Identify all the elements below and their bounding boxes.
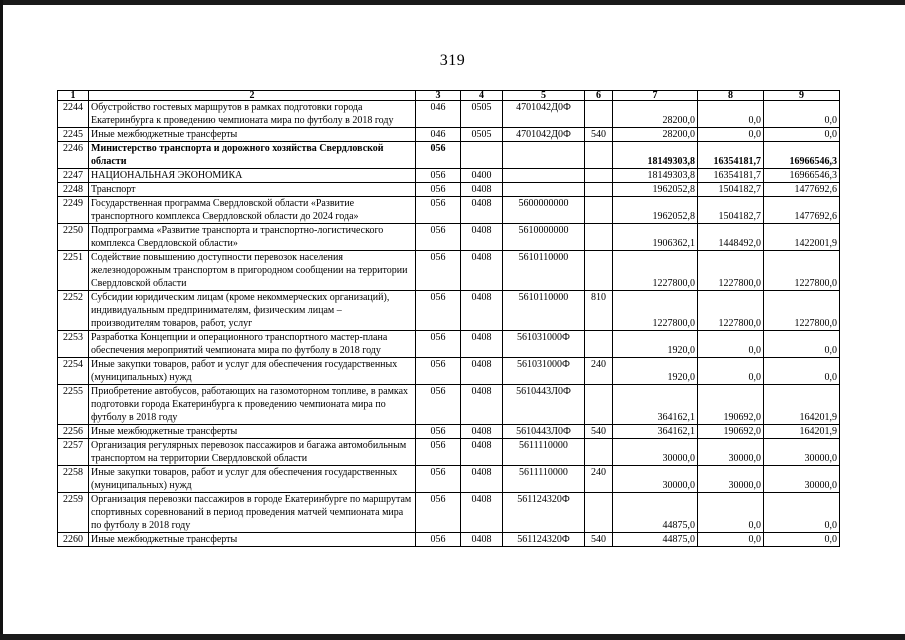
amount-2019-cell: 0,0 — [698, 533, 764, 547]
amount-2019-cell: 16354181,7 — [698, 169, 764, 183]
amount-2018-cell: 1962052,8 — [613, 183, 698, 197]
table-row — [58, 183, 840, 197]
table-row — [58, 197, 840, 224]
target-article-cell: 5610110000 — [503, 251, 585, 291]
ministry-code-cell: 046 — [416, 101, 461, 128]
ministry-code-cell: 056 — [416, 142, 461, 169]
target-article-cell: 561124320Ф — [503, 533, 585, 547]
amount-2018-cell: 364162,1 — [613, 385, 698, 425]
ministry-code-cell: 056 — [416, 493, 461, 533]
row-number-cell: 2248 — [58, 183, 89, 197]
target-article-cell: 5610443Л0Ф — [503, 385, 585, 425]
ministry-code-cell: 056 — [416, 197, 461, 224]
table-row — [58, 291, 840, 331]
row-number-cell: 2252 — [58, 291, 89, 331]
expense-type-cell: 810 — [585, 291, 613, 331]
table-row — [58, 466, 840, 493]
row-number-cell: 2254 — [58, 358, 89, 385]
amount-2019-cell: 190692,0 — [698, 425, 764, 439]
amount-2020-cell: 164201,9 — [764, 385, 840, 425]
row-name-cell: Приобретение автобусов, работающих на газомоторном топливе, в рамках подготовки города Екатеринбурга к проведению чемпионата мира по футболу в 2018 году — [89, 385, 416, 425]
ministry-code-cell: 056 — [416, 224, 461, 251]
row-name-cell: Иные закупки товаров, работ и услуг для обеспечения государственных (муниципальных) нужд — [89, 358, 416, 385]
table-row — [58, 251, 840, 291]
section-code-cell: 0505 — [461, 128, 503, 142]
ministry-code-cell: 056 — [416, 533, 461, 547]
table-body — [58, 101, 840, 547]
section-code-cell: 0408 — [461, 439, 503, 466]
expense-type-cell — [585, 385, 613, 425]
amount-2019-cell: 1227800,0 — [698, 291, 764, 331]
page-number: 319 — [439, 52, 466, 69]
expense-type-cell — [585, 142, 613, 169]
table-row — [58, 439, 840, 466]
table-row — [58, 169, 840, 183]
row-number-cell: 2244 — [58, 101, 89, 128]
section-code-cell: 0408 — [461, 466, 503, 493]
expense-type-cell: 540 — [585, 425, 613, 439]
target-article-cell — [503, 183, 585, 197]
row-number-cell: 2259 — [58, 493, 89, 533]
target-article-cell: 5610110000 — [503, 291, 585, 331]
row-number-cell: 2251 — [58, 251, 89, 291]
section-code-cell — [461, 142, 503, 169]
amount-2019-cell: 1448492,0 — [698, 224, 764, 251]
header-row — [58, 91, 840, 101]
section-code-cell: 0408 — [461, 425, 503, 439]
table-row — [58, 142, 840, 169]
amount-2020-cell: 1227800,0 — [764, 291, 840, 331]
amount-2018-cell: 30000,0 — [613, 439, 698, 466]
amount-2020-cell: 0,0 — [764, 493, 840, 533]
section-code-cell: 0408 — [461, 197, 503, 224]
scan-edge-top — [0, 0, 905, 5]
row-number-cell: 2246 — [58, 142, 89, 169]
expense-type-cell — [585, 331, 613, 358]
ministry-code-cell: 056 — [416, 439, 461, 466]
amount-2018-cell: 1906362,1 — [613, 224, 698, 251]
table-row — [58, 493, 840, 533]
section-code-cell: 0408 — [461, 358, 503, 385]
table-row — [58, 331, 840, 358]
header-cell: 3 — [416, 91, 461, 101]
row-name-cell: Разработка Концепции и операционного транспортного мастер-плана обеспечения мероприятий чемпионата мира по футболу в 2018 году — [89, 331, 416, 358]
amount-2020-cell: 0,0 — [764, 358, 840, 385]
row-name-cell: Подпрограмма «Развитие транспорта и транспортно-логистического комплекса Свердловской области» — [89, 224, 416, 251]
expense-type-cell — [585, 197, 613, 224]
ministry-code-cell: 056 — [416, 385, 461, 425]
section-code-cell: 0400 — [461, 169, 503, 183]
expense-type-cell — [585, 183, 613, 197]
row-name-cell: Транспорт — [89, 183, 416, 197]
row-name-cell: Содействие повышению доступности перевозок населения железнодорожным транспортом в пригородном сообщении на территории Свердловской области — [89, 251, 416, 291]
amount-2018-cell: 18149303,8 — [613, 169, 698, 183]
amount-2019-cell: 0,0 — [698, 101, 764, 128]
amount-2020-cell: 0,0 — [764, 101, 840, 128]
table-row — [58, 425, 840, 439]
ministry-code-cell: 046 — [416, 128, 461, 142]
row-name-cell: Организация регулярных перевозок пассажиров и багажа автомобильным транспортом на территории Свердловской области — [89, 439, 416, 466]
ministry-code-cell: 056 — [416, 331, 461, 358]
table-row — [58, 358, 840, 385]
target-article-cell: 5611110000 — [503, 439, 585, 466]
expense-type-cell: 540 — [585, 533, 613, 547]
amount-2019-cell: 30000,0 — [698, 466, 764, 493]
amount-2018-cell: 28200,0 — [613, 128, 698, 142]
amount-2018-cell: 28200,0 — [613, 101, 698, 128]
table-row — [58, 224, 840, 251]
row-name-cell: Иные межбюджетные трансферты — [89, 128, 416, 142]
target-article-cell: 561031000Ф — [503, 331, 585, 358]
section-code-cell: 0408 — [461, 533, 503, 547]
row-name-cell: Обустройство гостевых маршрутов в рамках подготовки города Екатеринбурга к проведению чемпионата мира по футболу в 2018 году — [89, 101, 416, 128]
header-cell: 1 — [58, 91, 89, 101]
amount-2019-cell: 190692,0 — [698, 385, 764, 425]
section-code-cell: 0408 — [461, 291, 503, 331]
expense-type-cell — [585, 101, 613, 128]
amount-2020-cell: 1422001,9 — [764, 224, 840, 251]
row-name-cell: Министерство транспорта и дорожного хозяйства Свердловской области — [89, 142, 416, 169]
row-name-cell: Субсидии юридическим лицам (кроме некоммерческих организаций), индивидуальным предпринимателям, физическим лицам – производителям товаров, работ, услуг — [89, 291, 416, 331]
row-name-cell: НАЦИОНАЛЬНАЯ ЭКОНОМИКА — [89, 169, 416, 183]
row-number-cell: 2260 — [58, 533, 89, 547]
amount-2019-cell: 1504182,7 — [698, 197, 764, 224]
ministry-code-cell: 056 — [416, 251, 461, 291]
target-article-cell: 5610443Л0Ф — [503, 425, 585, 439]
row-number-cell: 2250 — [58, 224, 89, 251]
amount-2019-cell: 1504182,7 — [698, 183, 764, 197]
amount-2019-cell: 0,0 — [698, 128, 764, 142]
target-article-cell: 5610000000 — [503, 224, 585, 251]
target-article-cell — [503, 169, 585, 183]
expense-type-cell: 540 — [585, 128, 613, 142]
amount-2020-cell: 1477692,6 — [764, 183, 840, 197]
amount-2018-cell: 1227800,0 — [613, 291, 698, 331]
amount-2018-cell: 1962052,8 — [613, 197, 698, 224]
ministry-code-cell: 056 — [416, 291, 461, 331]
amount-2018-cell: 18149303,8 — [613, 142, 698, 169]
expense-type-cell — [585, 224, 613, 251]
target-article-cell: 561124320Ф — [503, 493, 585, 533]
section-code-cell: 0408 — [461, 251, 503, 291]
row-name-cell: Иные закупки товаров, работ и услуг для обеспечения государственных (муниципальных) нужд — [89, 466, 416, 493]
row-name-cell: Иные межбюджетные трансферты — [89, 533, 416, 547]
amount-2019-cell: 0,0 — [698, 331, 764, 358]
expense-type-cell: 240 — [585, 466, 613, 493]
amount-2020-cell: 1477692,6 — [764, 197, 840, 224]
ministry-code-cell: 056 — [416, 358, 461, 385]
target-article-cell: 5611110000 — [503, 466, 585, 493]
header-cell: 2 — [89, 91, 416, 101]
table-row — [58, 128, 840, 142]
target-article-cell: 561031000Ф — [503, 358, 585, 385]
amount-2020-cell: 30000,0 — [764, 466, 840, 493]
row-number-cell: 2255 — [58, 385, 89, 425]
amount-2020-cell: 0,0 — [764, 128, 840, 142]
header-cell: 8 — [698, 91, 764, 101]
ministry-code-cell: 056 — [416, 466, 461, 493]
amount-2018-cell: 44875,0 — [613, 533, 698, 547]
amount-2018-cell: 30000,0 — [613, 466, 698, 493]
target-article-cell — [503, 142, 585, 169]
amount-2019-cell: 0,0 — [698, 493, 764, 533]
expense-type-cell — [585, 251, 613, 291]
section-code-cell: 0505 — [461, 101, 503, 128]
expense-type-cell: 240 — [585, 358, 613, 385]
header-cell: 4 — [461, 91, 503, 101]
amount-2020-cell: 1227800,0 — [764, 251, 840, 291]
row-number-cell: 2249 — [58, 197, 89, 224]
expense-type-cell — [585, 169, 613, 183]
header-cell: 7 — [613, 91, 698, 101]
header-cell: 6 — [585, 91, 613, 101]
target-article-cell: 4701042Д0Ф — [503, 101, 585, 128]
amount-2020-cell: 0,0 — [764, 331, 840, 358]
section-code-cell: 0408 — [461, 331, 503, 358]
amount-2019-cell: 0,0 — [698, 358, 764, 385]
row-number-cell: 2256 — [58, 425, 89, 439]
row-number-cell: 2257 — [58, 439, 89, 466]
header-cell: 5 — [503, 91, 585, 101]
amount-2020-cell: 164201,9 — [764, 425, 840, 439]
amount-2019-cell: 30000,0 — [698, 439, 764, 466]
amount-2018-cell: 44875,0 — [613, 493, 698, 533]
scan-edge-left — [0, 0, 3, 640]
amount-2020-cell: 16966546,3 — [764, 142, 840, 169]
target-article-cell: 5600000000 — [503, 197, 585, 224]
section-code-cell: 0408 — [461, 493, 503, 533]
row-name-cell: Иные межбюджетные трансферты — [89, 425, 416, 439]
row-number-cell: 2247 — [58, 169, 89, 183]
amount-2018-cell: 1920,0 — [613, 331, 698, 358]
expense-type-cell — [585, 493, 613, 533]
section-code-cell: 0408 — [461, 224, 503, 251]
section-code-cell: 0408 — [461, 183, 503, 197]
ministry-code-cell: 056 — [416, 169, 461, 183]
expense-type-cell — [585, 439, 613, 466]
header-cell: 9 — [764, 91, 840, 101]
table-row — [58, 385, 840, 425]
table-row — [58, 101, 840, 128]
target-article-cell: 4701042Д0Ф — [503, 128, 585, 142]
budget-table — [57, 90, 840, 547]
row-name-cell: Государственная программа Свердловской области «Развитие транспортного комплекса Свердловской области до 2024 года» — [89, 197, 416, 224]
ministry-code-cell: 056 — [416, 425, 461, 439]
amount-2018-cell: 364162,1 — [613, 425, 698, 439]
amount-2019-cell: 1227800,0 — [698, 251, 764, 291]
row-number-cell: 2258 — [58, 466, 89, 493]
row-number-cell: 2253 — [58, 331, 89, 358]
amount-2018-cell: 1920,0 — [613, 358, 698, 385]
amount-2018-cell: 1227800,0 — [613, 251, 698, 291]
amount-2020-cell: 30000,0 — [764, 439, 840, 466]
amount-2019-cell: 16354181,7 — [698, 142, 764, 169]
section-code-cell: 0408 — [461, 385, 503, 425]
amount-2020-cell: 16966546,3 — [764, 169, 840, 183]
table-row — [58, 533, 840, 547]
ministry-code-cell: 056 — [416, 183, 461, 197]
row-number-cell: 2245 — [58, 128, 89, 142]
scan-edge-bottom — [0, 634, 905, 640]
row-name-cell: Организация перевозки пассажиров в городе Екатеринбурге по маршрутам спортивных соревнований в период проведения матчей чемпионата мира по футболу в 2018 году — [89, 493, 416, 533]
amount-2020-cell: 0,0 — [764, 533, 840, 547]
